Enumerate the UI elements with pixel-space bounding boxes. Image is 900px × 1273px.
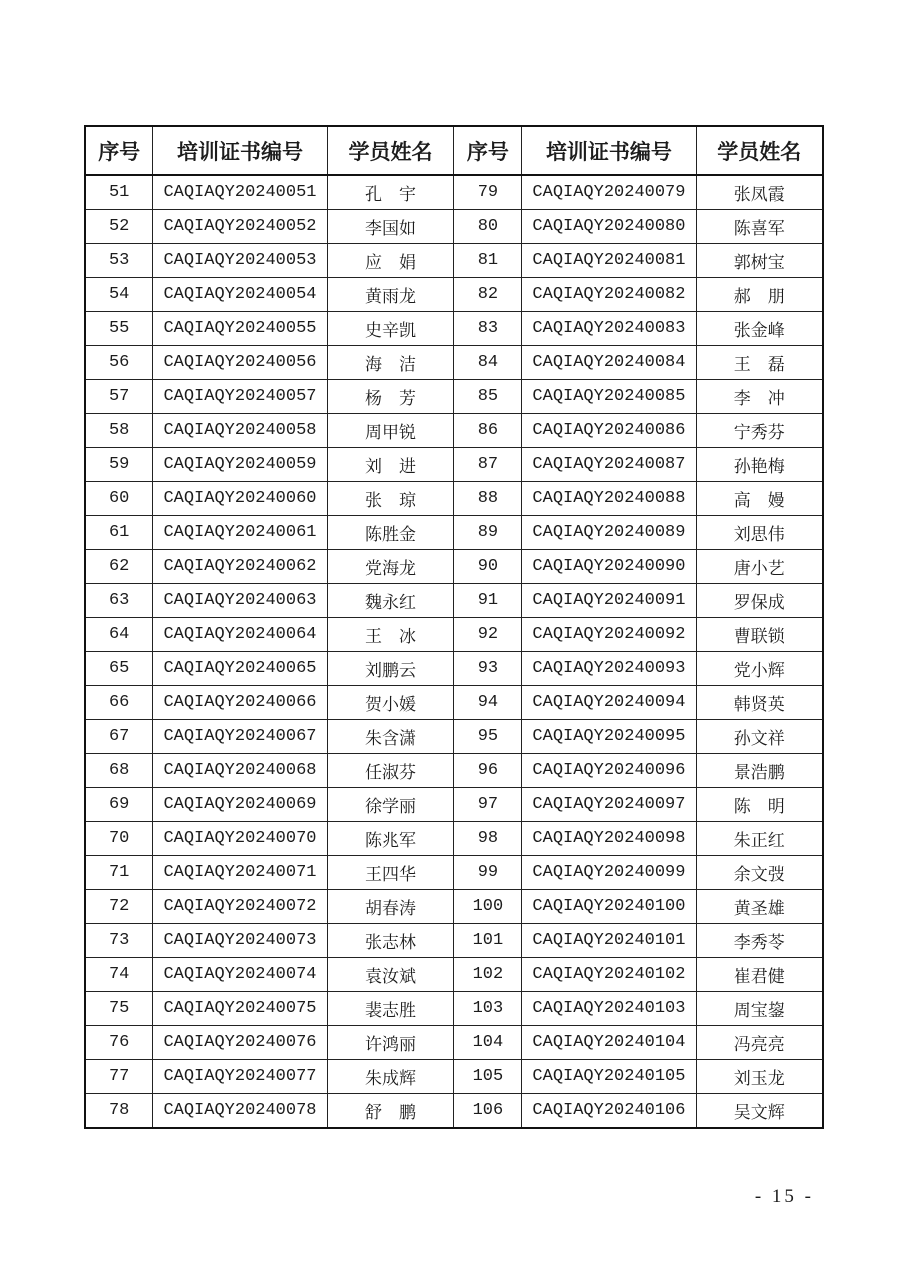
serial-number-cell: 93 (454, 652, 522, 686)
serial-number-cell: 87 (454, 448, 522, 482)
student-name-cell: 冯亮亮 (696, 1026, 823, 1060)
serial-number-cell: 73 (85, 924, 153, 958)
certificate-number-cell: CAQIAQY20240102 (522, 958, 696, 992)
serial-number-cell: 68 (85, 754, 153, 788)
table-row (85, 414, 823, 448)
certificate-number-cell: CAQIAQY20240083 (522, 312, 696, 346)
serial-number-cell: 74 (85, 958, 153, 992)
student-name-cell: 陈 明 (696, 788, 823, 822)
certificate-number-cell: CAQIAQY20240052 (153, 210, 327, 244)
serial-number-cell: 56 (85, 346, 153, 380)
certificate-number-cell: CAQIAQY20240092 (522, 618, 696, 652)
serial-number-cell: 101 (454, 924, 522, 958)
table-row (85, 1094, 823, 1129)
certificate-number-cell: CAQIAQY20240066 (153, 686, 327, 720)
certificate-number-cell: CAQIAQY20240063 (153, 584, 327, 618)
student-name-cell: 吴文辉 (696, 1094, 823, 1129)
serial-number-cell: 88 (454, 482, 522, 516)
certificate-number-cell: CAQIAQY20240059 (153, 448, 327, 482)
table-row (85, 686, 823, 720)
student-name-cell: 周宝鋆 (696, 992, 823, 1026)
student-name-cell: 贺小媛 (327, 686, 454, 720)
serial-number-cell: 76 (85, 1026, 153, 1060)
certificate-number-cell: CAQIAQY20240089 (522, 516, 696, 550)
table-row (85, 346, 823, 380)
serial-number-cell: 92 (454, 618, 522, 652)
student-name-cell: 魏永红 (327, 584, 454, 618)
student-name-cell: 景浩鹏 (696, 754, 823, 788)
serial-number-cell: 85 (454, 380, 522, 414)
serial-number-cell: 90 (454, 550, 522, 584)
student-name-cell: 张 琼 (327, 482, 454, 516)
table-row (85, 312, 823, 346)
certificate-number-cell: CAQIAQY20240073 (153, 924, 327, 958)
certificate-number-cell: CAQIAQY20240097 (522, 788, 696, 822)
student-name-cell: 许鸿丽 (327, 1026, 454, 1060)
serial-number-cell: 58 (85, 414, 153, 448)
student-name-cell: 周甲锐 (327, 414, 454, 448)
table-row (85, 924, 823, 958)
column-header-4: 培训证书编号 (522, 126, 696, 175)
serial-number-cell: 60 (85, 482, 153, 516)
certificate-number-cell: CAQIAQY20240106 (522, 1094, 696, 1129)
student-name-cell: 王四华 (327, 856, 454, 890)
certificate-number-cell: CAQIAQY20240094 (522, 686, 696, 720)
student-name-cell: 余文弢 (696, 856, 823, 890)
certificate-number-cell: CAQIAQY20240057 (153, 380, 327, 414)
certificate-number-cell: CAQIAQY20240091 (522, 584, 696, 618)
certificate-number-cell: CAQIAQY20240075 (153, 992, 327, 1026)
serial-number-cell: 53 (85, 244, 153, 278)
student-name-cell: 李 冲 (696, 380, 823, 414)
student-name-cell: 党海龙 (327, 550, 454, 584)
certificate-number-cell: CAQIAQY20240096 (522, 754, 696, 788)
serial-number-cell: 57 (85, 380, 153, 414)
serial-number-cell: 59 (85, 448, 153, 482)
table-row (85, 584, 823, 618)
student-name-cell: 黄雨龙 (327, 278, 454, 312)
table-row (85, 210, 823, 244)
serial-number-cell: 52 (85, 210, 153, 244)
table-row (85, 720, 823, 754)
serial-number-cell: 55 (85, 312, 153, 346)
certificate-number-cell: CAQIAQY20240055 (153, 312, 327, 346)
student-name-cell: 孙艳梅 (696, 448, 823, 482)
serial-number-cell: 97 (454, 788, 522, 822)
certificate-number-cell: CAQIAQY20240095 (522, 720, 696, 754)
certificate-number-cell: CAQIAQY20240084 (522, 346, 696, 380)
certificate-number-cell: CAQIAQY20240076 (153, 1026, 327, 1060)
table-row (85, 175, 823, 210)
student-name-cell: 任淑芬 (327, 754, 454, 788)
serial-number-cell: 84 (454, 346, 522, 380)
student-name-cell: 唐小艺 (696, 550, 823, 584)
certificate-number-cell: CAQIAQY20240074 (153, 958, 327, 992)
certificate-number-cell: CAQIAQY20240103 (522, 992, 696, 1026)
page-number: - 15 - (754, 1186, 814, 1207)
certificate-number-cell: CAQIAQY20240080 (522, 210, 696, 244)
certificate-number-cell: CAQIAQY20240060 (153, 482, 327, 516)
certificate-number-cell: CAQIAQY20240085 (522, 380, 696, 414)
serial-number-cell: 67 (85, 720, 153, 754)
student-name-cell: 朱成辉 (327, 1060, 454, 1094)
student-name-cell: 徐学丽 (327, 788, 454, 822)
serial-number-cell: 83 (454, 312, 522, 346)
certificate-number-cell: CAQIAQY20240051 (153, 175, 327, 210)
table-row (85, 652, 823, 686)
table-row (85, 958, 823, 992)
table-body (85, 175, 823, 1128)
serial-number-cell: 71 (85, 856, 153, 890)
student-name-cell: 陈胜金 (327, 516, 454, 550)
table-row (85, 618, 823, 652)
serial-number-cell: 72 (85, 890, 153, 924)
certificate-number-cell: CAQIAQY20240077 (153, 1060, 327, 1094)
certificate-number-cell: CAQIAQY20240071 (153, 856, 327, 890)
certificate-number-cell: CAQIAQY20240105 (522, 1060, 696, 1094)
certificate-number-cell: CAQIAQY20240099 (522, 856, 696, 890)
certificate-number-cell: CAQIAQY20240100 (522, 890, 696, 924)
student-name-cell: 刘玉龙 (696, 1060, 823, 1094)
student-name-cell: 杨 芳 (327, 380, 454, 414)
certificate-number-cell: CAQIAQY20240067 (153, 720, 327, 754)
table-row (85, 482, 823, 516)
student-name-cell: 刘 进 (327, 448, 454, 482)
serial-number-cell: 105 (454, 1060, 522, 1094)
certificate-number-cell: CAQIAQY20240088 (522, 482, 696, 516)
serial-number-cell: 106 (454, 1094, 522, 1129)
table-row (85, 822, 823, 856)
serial-number-cell: 91 (454, 584, 522, 618)
student-name-cell: 郭树宝 (696, 244, 823, 278)
student-name-cell: 张凤霞 (696, 175, 823, 210)
column-header-5: 学员姓名 (696, 126, 823, 175)
serial-number-cell: 80 (454, 210, 522, 244)
certificate-number-cell: CAQIAQY20240104 (522, 1026, 696, 1060)
serial-number-cell: 100 (454, 890, 522, 924)
serial-number-cell: 81 (454, 244, 522, 278)
serial-number-cell: 89 (454, 516, 522, 550)
student-name-cell: 宁秀芬 (696, 414, 823, 448)
serial-number-cell: 102 (454, 958, 522, 992)
table-row (85, 448, 823, 482)
table-row (85, 516, 823, 550)
certificate-roster-table (84, 125, 824, 1129)
certificate-number-cell: CAQIAQY20240093 (522, 652, 696, 686)
serial-number-cell: 75 (85, 992, 153, 1026)
table-row (85, 992, 823, 1026)
column-header-2: 学员姓名 (327, 126, 454, 175)
student-name-cell: 韩贤英 (696, 686, 823, 720)
serial-number-cell: 54 (85, 278, 153, 312)
table-row (85, 278, 823, 312)
student-name-cell: 孔 宇 (327, 175, 454, 210)
table-row (85, 380, 823, 414)
certificate-number-cell: CAQIAQY20240056 (153, 346, 327, 380)
student-name-cell: 张金峰 (696, 312, 823, 346)
certificate-number-cell: CAQIAQY20240069 (153, 788, 327, 822)
student-name-cell: 裴志胜 (327, 992, 454, 1026)
serial-number-cell: 64 (85, 618, 153, 652)
certificate-number-cell: CAQIAQY20240082 (522, 278, 696, 312)
certificate-number-cell: CAQIAQY20240068 (153, 754, 327, 788)
certificate-number-cell: CAQIAQY20240062 (153, 550, 327, 584)
serial-number-cell: 98 (454, 822, 522, 856)
student-name-cell: 张志林 (327, 924, 454, 958)
serial-number-cell: 79 (454, 175, 522, 210)
student-name-cell: 刘鹏云 (327, 652, 454, 686)
student-name-cell: 郝 朋 (696, 278, 823, 312)
certificate-number-cell: CAQIAQY20240058 (153, 414, 327, 448)
serial-number-cell: 77 (85, 1060, 153, 1094)
certificate-number-cell: CAQIAQY20240101 (522, 924, 696, 958)
serial-number-cell: 86 (454, 414, 522, 448)
column-header-0: 序号 (85, 126, 153, 175)
serial-number-cell: 63 (85, 584, 153, 618)
certificate-number-cell: CAQIAQY20240086 (522, 414, 696, 448)
table-row (85, 890, 823, 924)
certificate-number-cell: CAQIAQY20240054 (153, 278, 327, 312)
certificate-number-cell: CAQIAQY20240081 (522, 244, 696, 278)
table-row (85, 856, 823, 890)
serial-number-cell: 69 (85, 788, 153, 822)
student-name-cell: 党小辉 (696, 652, 823, 686)
student-name-cell: 袁汝斌 (327, 958, 454, 992)
serial-number-cell: 96 (454, 754, 522, 788)
serial-number-cell: 82 (454, 278, 522, 312)
student-name-cell: 王 冰 (327, 618, 454, 652)
student-name-cell: 曹联锁 (696, 618, 823, 652)
serial-number-cell: 51 (85, 175, 153, 210)
student-name-cell: 应 娟 (327, 244, 454, 278)
student-name-cell: 王 磊 (696, 346, 823, 380)
student-name-cell: 黄圣雄 (696, 890, 823, 924)
serial-number-cell: 94 (454, 686, 522, 720)
serial-number-cell: 62 (85, 550, 153, 584)
certificate-number-cell: CAQIAQY20240090 (522, 550, 696, 584)
student-name-cell: 刘思伟 (696, 516, 823, 550)
table-row (85, 244, 823, 278)
student-name-cell: 李国如 (327, 210, 454, 244)
table-row (85, 754, 823, 788)
table-row (85, 550, 823, 584)
serial-number-cell: 70 (85, 822, 153, 856)
serial-number-cell: 99 (454, 856, 522, 890)
table-row (85, 1060, 823, 1094)
student-name-cell: 孙文祥 (696, 720, 823, 754)
certificate-number-cell: CAQIAQY20240065 (153, 652, 327, 686)
certificate-number-cell: CAQIAQY20240079 (522, 175, 696, 210)
table-header-row (85, 126, 823, 175)
serial-number-cell: 95 (454, 720, 522, 754)
student-name-cell: 李秀苓 (696, 924, 823, 958)
certificate-number-cell: CAQIAQY20240087 (522, 448, 696, 482)
serial-number-cell: 103 (454, 992, 522, 1026)
certificate-number-cell: CAQIAQY20240070 (153, 822, 327, 856)
student-name-cell: 海 洁 (327, 346, 454, 380)
serial-number-cell: 78 (85, 1094, 153, 1129)
certificate-number-cell: CAQIAQY20240072 (153, 890, 327, 924)
certificate-number-cell: CAQIAQY20240078 (153, 1094, 327, 1129)
table-row (85, 1026, 823, 1060)
serial-number-cell: 61 (85, 516, 153, 550)
column-header-3: 序号 (454, 126, 522, 175)
certificate-number-cell: CAQIAQY20240053 (153, 244, 327, 278)
column-header-1: 培训证书编号 (153, 126, 327, 175)
student-name-cell: 陈喜军 (696, 210, 823, 244)
student-name-cell: 舒 鹏 (327, 1094, 454, 1129)
student-name-cell: 朱含潇 (327, 720, 454, 754)
student-name-cell: 陈兆军 (327, 822, 454, 856)
serial-number-cell: 66 (85, 686, 153, 720)
certificate-number-cell: CAQIAQY20240064 (153, 618, 327, 652)
table-row (85, 788, 823, 822)
serial-number-cell: 104 (454, 1026, 522, 1060)
student-name-cell: 朱正红 (696, 822, 823, 856)
student-name-cell: 崔君健 (696, 958, 823, 992)
student-name-cell: 史辛凯 (327, 312, 454, 346)
certificate-number-cell: CAQIAQY20240098 (522, 822, 696, 856)
student-name-cell: 胡春涛 (327, 890, 454, 924)
serial-number-cell: 65 (85, 652, 153, 686)
certificate-number-cell: CAQIAQY20240061 (153, 516, 327, 550)
student-name-cell: 罗保成 (696, 584, 823, 618)
student-name-cell: 高 嫚 (696, 482, 823, 516)
